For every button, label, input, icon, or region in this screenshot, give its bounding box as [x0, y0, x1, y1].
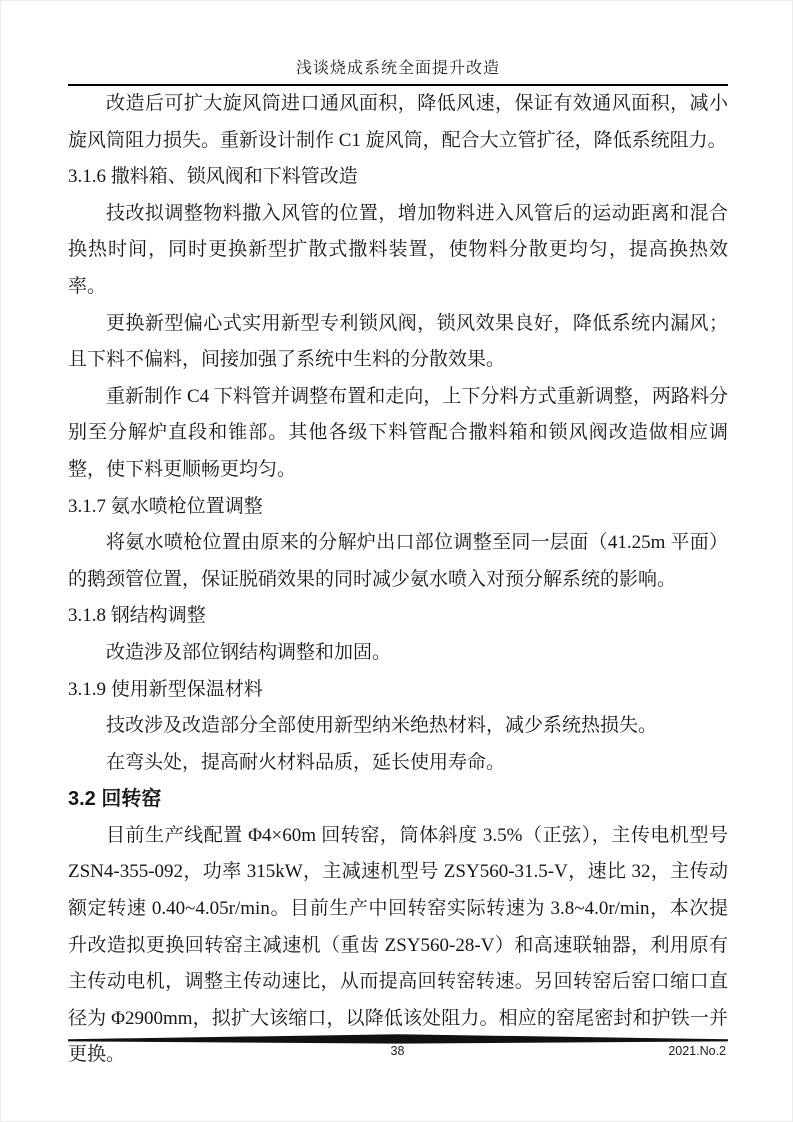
footer-divider [68, 1034, 728, 1044]
section-heading-bold: 3.2 回转窑 [68, 788, 162, 811]
paragraph: 将氨水喷枪位置由原来的分解炉出口部位调整至同一层面（41.25m 平面）的鹅颈管位置，保证脱硝效果的同时减少氨水喷入对预分解系统的影响。 [68, 532, 728, 590]
paragraph: 改造后可扩大旋风筒进口通风面积，降低风速，保证有效通风面积，减小旋风筒阻力损失。重新设计制作 C1 旋风筒，配合大立管扩径，降低系统阻力。 [68, 93, 728, 151]
section-heading: 3.1.8 钢结构调整 [68, 605, 206, 627]
paragraph: 目前生产线配置 Φ4×60m 回转窑，筒体斜度 3.5%（正弦），主传电机型号 ZSN4-355-092，功率 315kW，主减速机型号 ZSY560-31.5-V，速比 32，主传动额定转速 0.40~4.05r/min。目前生产中回转窑实际转速为 3.8~4.0r/min，本次提升改造拟更换回转窑主减速机（重齿 ZSY560-28-V）和高速联轴器，利用原有主传动电机，调整主传动速比，从而提高回转窑转速。另回转窑后窑口缩口直径为 Φ2900mm，拟扩大该缩口，以降低该处阻力。相应的窑尾密封和护铁一并更换。 [68, 824, 728, 1066]
document-body [68, 86, 728, 1074]
paragraph: 技改涉及改造部分全部使用新型纳米绝热材料，减少系统热损失。 [106, 715, 658, 737]
paragraph: 技改拟调整物料撒入风管的位置，增加物料进入风管后的运动距离和混合换热时间，同时更换新型扩散式撒料装置，使物料分散更均匀，提高换热效率。 [68, 202, 728, 297]
issue-label: 2021.No.2 [668, 1044, 726, 1058]
paragraph: 改造涉及部位钢结构调整和加固。 [106, 641, 392, 663]
paragraph: 在弯头处，提高耐火材料品质，延长使用寿命。 [106, 751, 506, 773]
paragraph: 重新制作 C4 下料管并调整布置和走向，上下分料方式重新调整，两路料分别至分解炉直段和锥部。其他各级下料管配合撒料箱和锁风阀改造做相应调整，使下料更顺畅更均匀。 [68, 385, 728, 480]
page-number: 38 [390, 1044, 405, 1058]
header-title: 浅谈烧成系统全面提升改造 [295, 60, 500, 77]
section-heading: 3.1.7 氨水喷枪位置调整 [68, 495, 263, 517]
section-heading: 3.1.9 使用新型保温材料 [68, 678, 263, 700]
section-heading: 3.1.6 撒料箱、锁风阀和下料管改造 [68, 166, 358, 188]
paragraph: 更换新型偏心式实用新型专利锁风阀，锁风效果良好，降低系统内漏风；且下料不偏料，间接加强了系统中生料的分散效果。 [68, 312, 728, 371]
